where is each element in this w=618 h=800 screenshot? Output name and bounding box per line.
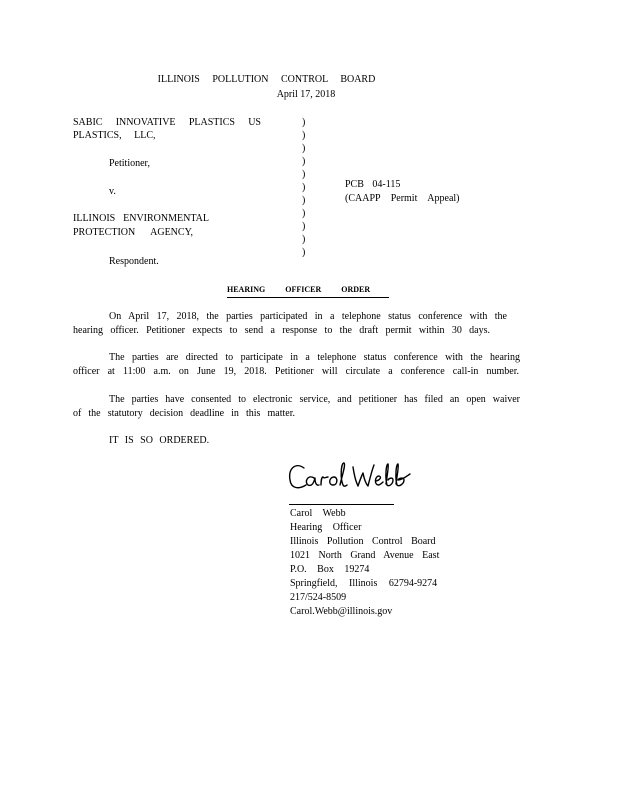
- case-type: (CAAPP Permit Appeal): [345, 193, 460, 204]
- signature-line: [289, 504, 394, 505]
- respondent-name-line2: PROTECTION AGENCY,: [73, 227, 193, 238]
- respondent-name-line1: ILLINOIS ENVIRONMENTAL: [73, 213, 209, 224]
- agency-title: ILLINOIS POLLUTION CONTROL BOARD: [157, 74, 376, 85]
- address-po-box: P.O. Box 19274: [290, 564, 370, 575]
- bracket-mark: ): [302, 143, 306, 154]
- bracket-mark: ): [302, 247, 306, 258]
- bracket-mark: ): [302, 156, 306, 167]
- order-date: April 17, 2018: [276, 89, 336, 100]
- bracket-mark: ): [302, 234, 306, 245]
- bracket-mark: ): [302, 195, 306, 206]
- handwritten-signature: [286, 458, 414, 502]
- paragraph-2-line-1: The parties are directed to participate in a telephone status conference with the hearing: [109, 352, 520, 363]
- caption-bracket: [302, 116, 310, 259]
- respondent-role: Respondent.: [109, 256, 159, 267]
- signer-phone: 217/524-8509: [290, 592, 347, 603]
- signer-name: Carol Webb: [290, 508, 346, 519]
- paragraph-1-line-2: hearing officer. Petitioner expects to send a response to the draft permit within 30 days.: [73, 325, 490, 336]
- bracket-mark: ): [302, 130, 306, 141]
- address-street: 1021 North Grand Avenue East: [290, 550, 440, 561]
- petitioner-role: Petitioner,: [109, 158, 150, 169]
- bracket-mark: ): [302, 117, 306, 128]
- bracket-mark: ): [302, 169, 306, 180]
- bracket-mark: ): [302, 221, 306, 232]
- closing-statement: IT IS SO ORDERED.: [109, 435, 210, 446]
- case-number: PCB 04-115: [345, 179, 401, 190]
- bracket-mark: ): [302, 182, 306, 193]
- petitioner-name-line2: PLASTICS, LLC,: [73, 130, 156, 141]
- bracket-mark: ): [302, 208, 306, 219]
- versus-label: v.: [109, 186, 116, 197]
- signer-title: Hearing Officer: [290, 522, 362, 533]
- address-city: Springfield, Illinois 62794-9274: [290, 578, 438, 589]
- paragraph-2-line-2: officer at 11:00 a.m. on June 19, 2018. Petitioner will circulate a conference call-in number.: [73, 366, 519, 377]
- signer-email[interactable]: Carol.Webb@illinois.gov: [290, 606, 393, 617]
- paragraph-3-line-2: of the statutory decision deadline in this matter.: [73, 408, 295, 419]
- order-title: HEARING OFFICER ORDER: [227, 283, 389, 298]
- paragraph-3-line-1: The parties have consented to electronic service, and petitioner has filed an open waiver: [109, 394, 520, 405]
- petitioner-name-line1: SABIC INNOVATIVE PLASTICS US: [73, 117, 261, 128]
- signer-organization: Illinois Pollution Control Board: [290, 536, 436, 547]
- paragraph-1-line-1: On April 17, 2018, the parties participated in a telephone status conference with the: [109, 311, 507, 322]
